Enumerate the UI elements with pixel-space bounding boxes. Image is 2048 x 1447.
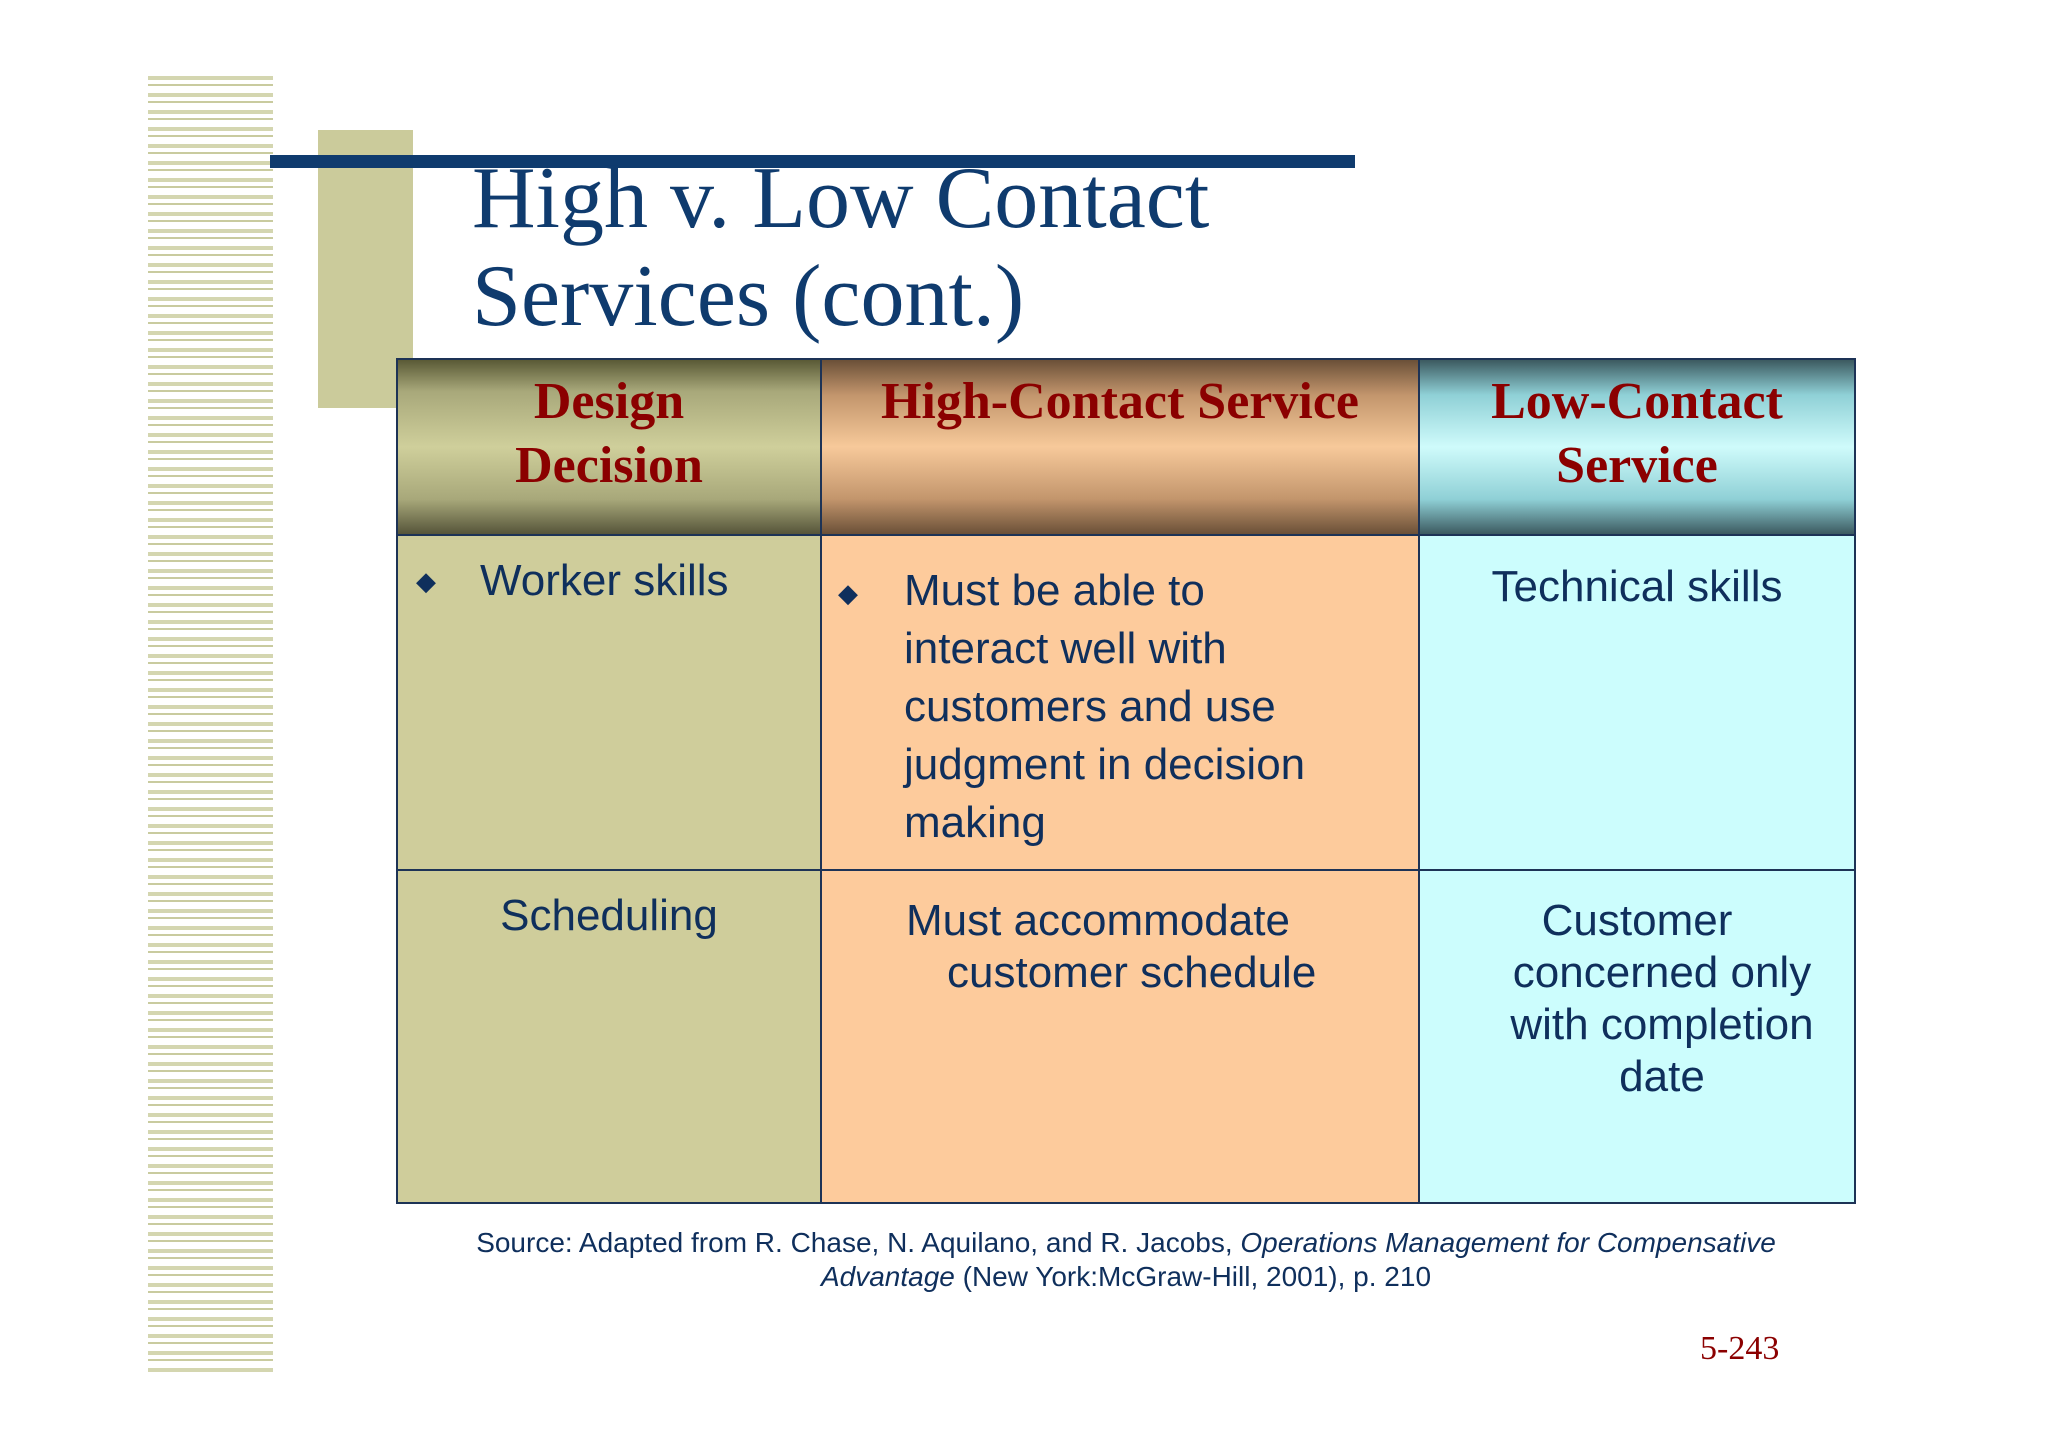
source-book-title-part1: Operations Management for Compensative (1240, 1227, 1776, 1258)
header-design-decision (396, 358, 822, 536)
row2-decision-cell (396, 869, 822, 1204)
row1-low-contact-cell (1418, 534, 1856, 871)
row2-low-line: Customer (1541, 896, 1733, 945)
header-low-contact-line1: Low-Contact (1491, 373, 1783, 430)
source-prefix: Source: Adapted from R. Chase, N. Aquilano, and R. Jacobs, (476, 1227, 1233, 1258)
row2-high-line: Must accommodate (906, 896, 1290, 945)
source-suffix: (New York:McGraw-Hill, 2001), p. 210 (962, 1261, 1432, 1292)
row2-decision: Scheduling (500, 891, 718, 940)
row2-high-contact (906, 895, 1316, 999)
row2-low-line: date (1619, 1052, 1705, 1101)
row2-high-contact-cell (820, 869, 1420, 1204)
source-citation (396, 1226, 1856, 1294)
row2-low-contact (1420, 895, 1854, 1103)
row1-high-contact-cell (820, 534, 1420, 871)
row1-low-contact: Technical skills (1491, 562, 1783, 611)
row1-decision: Worker skills (480, 556, 729, 605)
row1-high-line: customers and use (904, 682, 1276, 731)
title-line-2: Services (cont.) (472, 248, 1025, 345)
row1-high-line: making (904, 798, 1046, 847)
comparison-table (396, 358, 1856, 1204)
row2-low-line: with completion (1510, 1000, 1814, 1049)
source-book-title-part2: Advantage (820, 1261, 955, 1292)
header-design-decision-line1: Design (533, 373, 685, 430)
row1-high-line: Must be able to (904, 566, 1205, 615)
row1-decision-cell (396, 534, 822, 871)
header-high-contact-label: High-Contact Service (880, 373, 1359, 430)
title-line-1: High v. Low Contact (472, 150, 1210, 247)
header-low-contact (1418, 358, 1856, 536)
row2-low-contact-cell (1418, 869, 1856, 1204)
row1-high-contact (904, 562, 1305, 852)
bullet-icon: ◆ (838, 578, 858, 608)
page-number: 5-243 (1700, 1330, 1780, 1367)
header-design-decision-line2: Decision (515, 437, 703, 494)
header-low-contact-line2: Service (1556, 437, 1718, 494)
bullet-icon: ◆ (416, 566, 436, 596)
header-high-contact (820, 358, 1420, 536)
row1-high-line: judgment in decision (904, 740, 1306, 789)
decorative-stripes (148, 76, 273, 1372)
row2-low-line: concerned only (1512, 948, 1812, 997)
row1-high-line: interact well with (904, 624, 1227, 673)
slide-title (472, 150, 1372, 346)
row2-high-line: customer schedule (947, 948, 1317, 997)
